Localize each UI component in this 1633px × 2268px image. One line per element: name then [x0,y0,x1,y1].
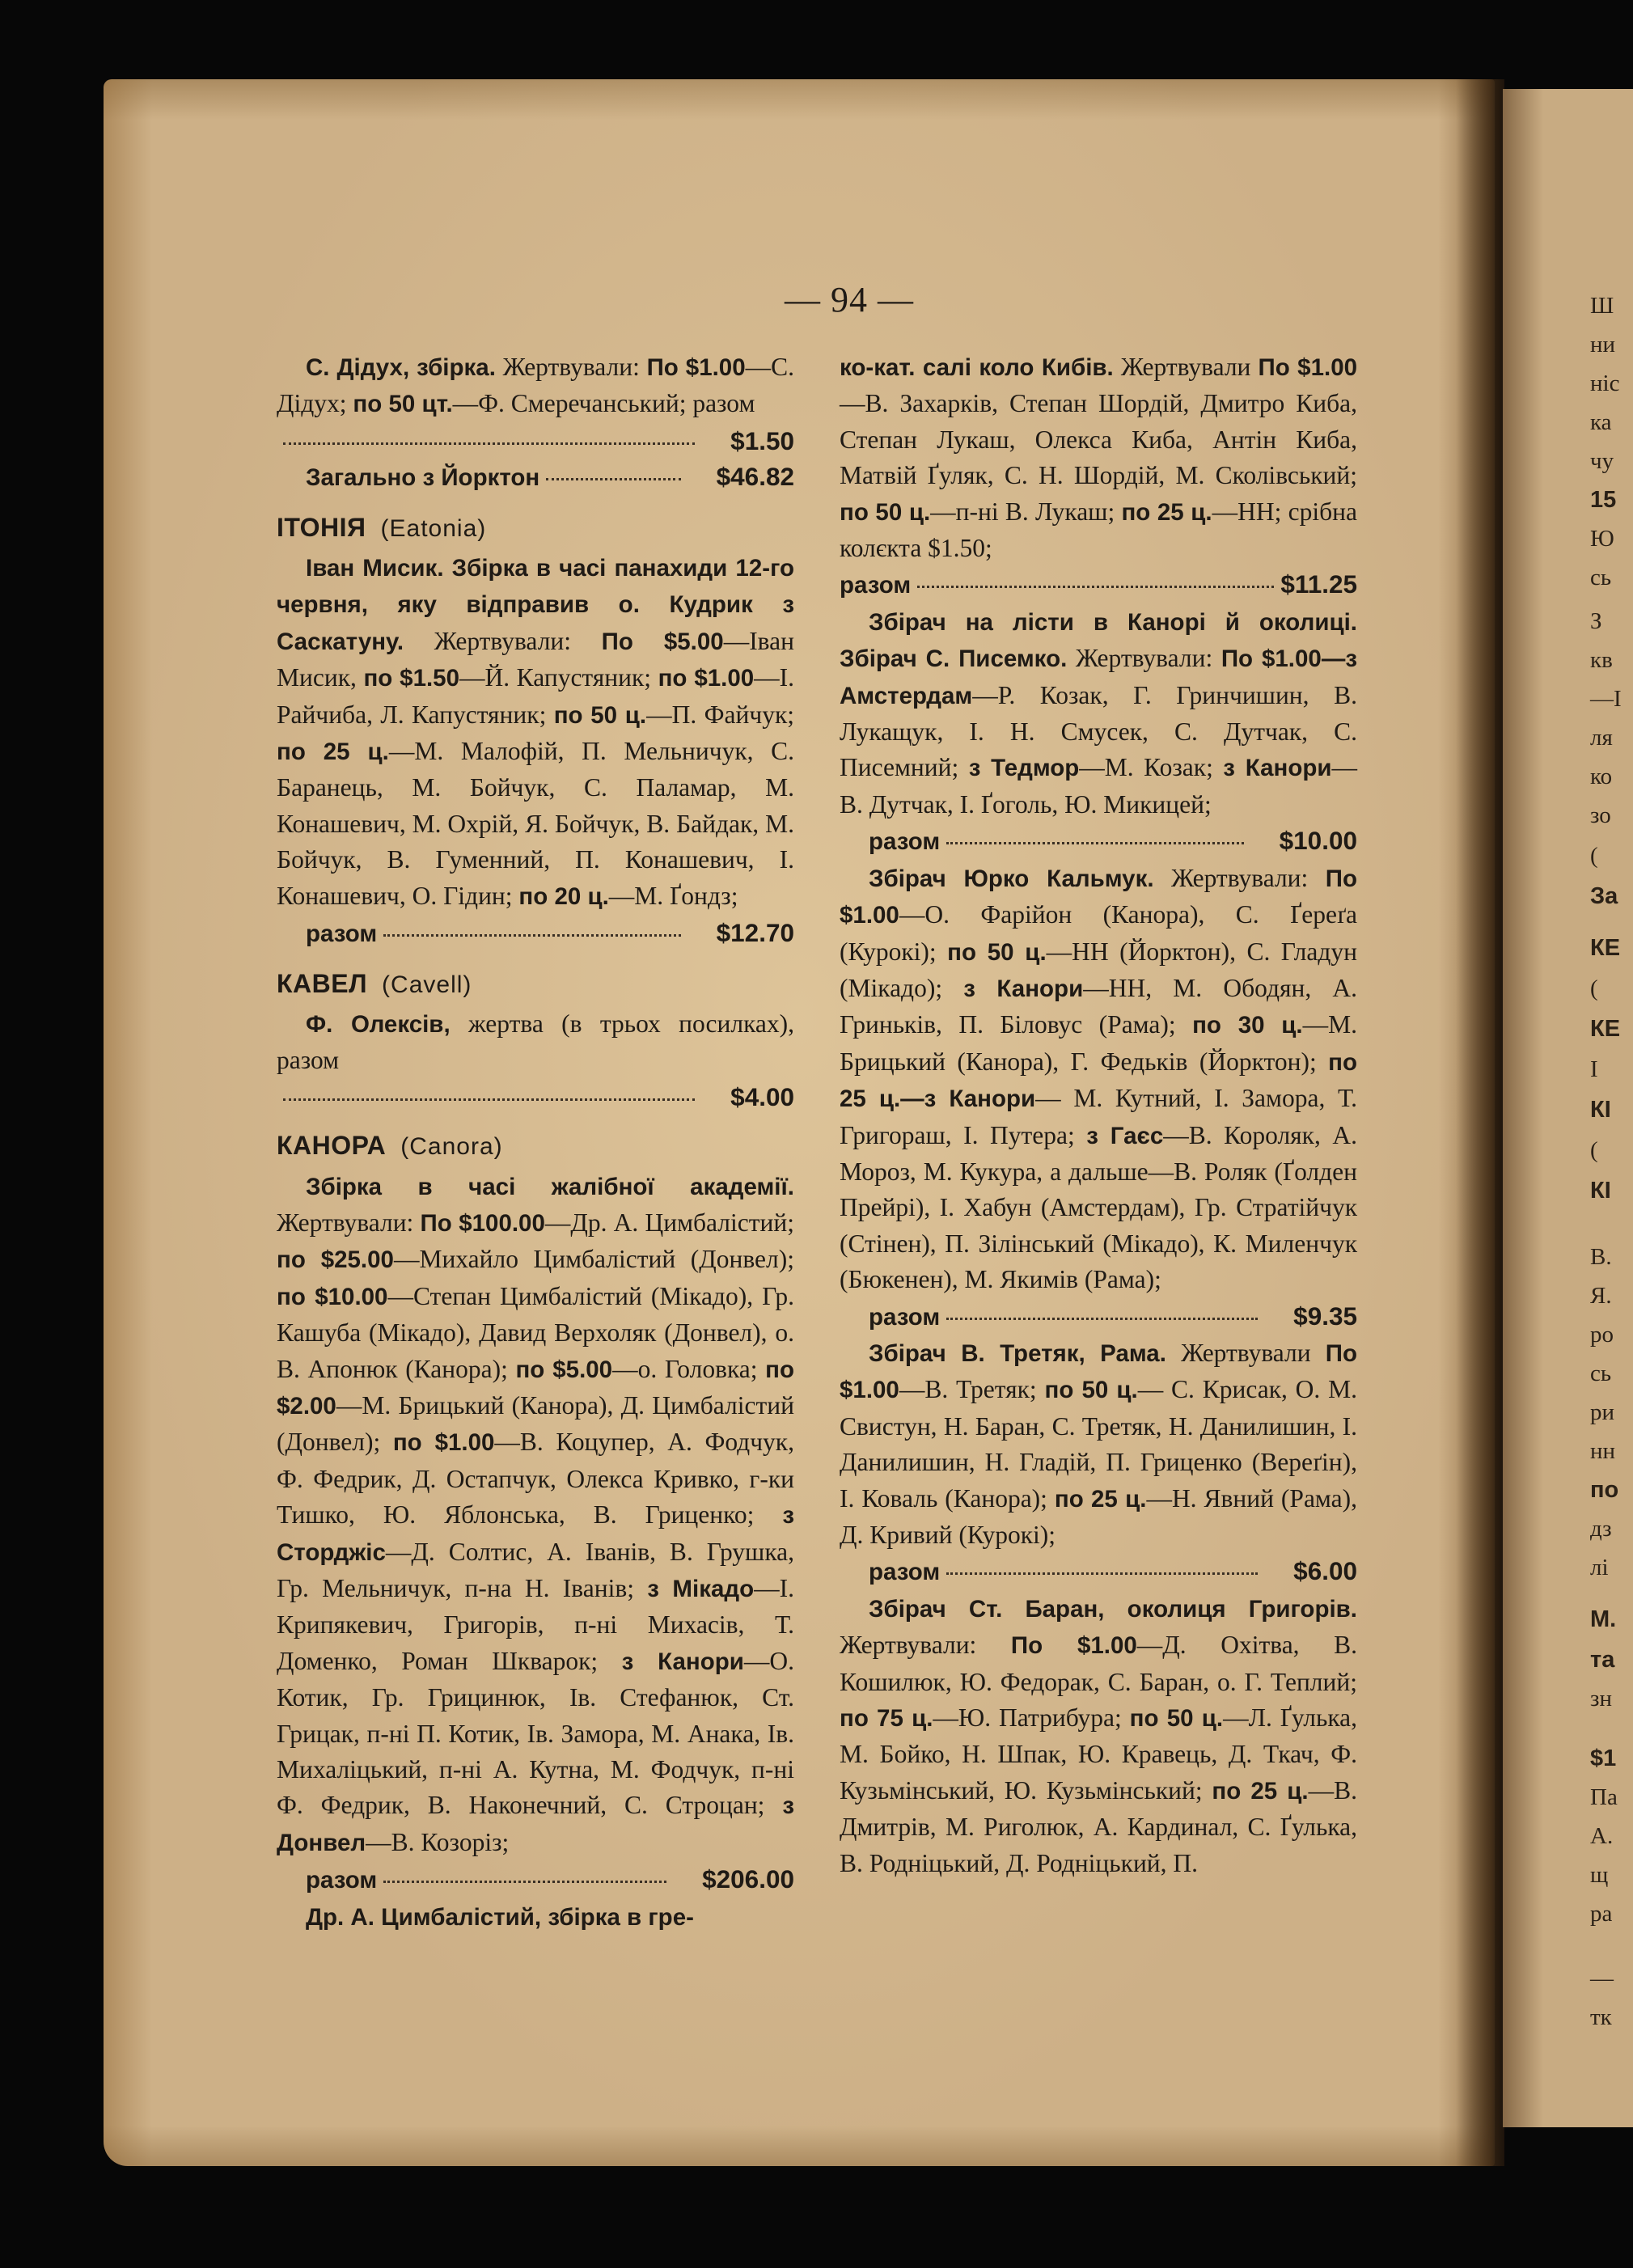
fragment: ро [1590,1322,1614,1348]
fragment: КІ [1590,1178,1611,1204]
entry-total: $4.00 [277,1079,794,1115]
left-column [277,349,794,1936]
fragment: чу [1590,448,1614,474]
fragment: по [1590,1477,1619,1503]
entry-total: разом $11.25 [840,569,1357,599]
entry-total: разом $206.00 [306,1864,794,1894]
entry-total: разом $6.00 [869,1556,1357,1586]
fragment: зо [1590,802,1611,828]
fragment: лі [1590,1555,1609,1580]
section-heading-eatonia: ІТОНІЯ (Eatonia) [277,512,487,542]
fragment: сь [1590,1360,1612,1386]
fragment: щ [1590,1862,1609,1888]
fragment: ля [1590,725,1613,751]
fragment: $1 [1590,1745,1617,1771]
fragment: дз [1590,1516,1612,1542]
entry-oleksiv: Ф. Олексів, жертва (в трьох посилках), разом $4.00 [277,1006,794,1115]
fragment: Па [1590,1784,1618,1810]
fragment: тк [1590,2004,1612,2030]
fragment: В. [1590,1244,1612,1270]
fragment: КІ [1590,1097,1611,1123]
fragment: ( [1590,1137,1598,1163]
fragment: ра [1590,1901,1613,1927]
fragment: ри [1590,1399,1615,1425]
fragment: ни [1590,332,1616,358]
entry-tsymbalistyi-start: Др. А. Цимбалістий, збірка в гре- [306,1903,694,1931]
entry-total: разом $12.70 [306,918,794,948]
fragment: А. [1590,1823,1614,1849]
entry-mysyk: Іван Мисик. Збірка в часі панахиди 12-го червня, яку відправив о. Кудрик з Саскатуну. Жертвували: По $5.00—Іван Мисик, по $1.50—Й. Капустяник; по $1.00—І. Райчиба, Л. Капустяник; по 50 ц.—П. Файчук; по 25 ц.—М. Малофій, П. Мельничук, С. Баранець, М. Бойчук, С. Паламар, М. Конашевич, М. Охрій, Я. Бойчук, В. Байдак, М. Бойчук, В. Гуменний, П. Конашевич, І. Конашевич, О. Гідин; по 20 ц.—М. Ґондз; разом $12.70 [277,550,794,952]
fragment: ко [1590,764,1613,789]
fragment: КЕ [1590,935,1621,961]
fragment: ( [1590,843,1598,869]
fragment: М. [1590,1606,1617,1632]
right-column [840,349,1357,1881]
entry-total: разом $10.00 [869,826,1357,856]
entry-pysemko: Збірач на лісти в Канорі й околиці. Збірач С. Писемко. Жертвували: По $1.00—з Амстердам—Р. Козак, Г. Гринчишин, В. Лукащук, І. Н. Смусек, С. Дутчак, С. Писемний; з Тедмор—М. Козак; з Канори— В. Дутчак, І. Ґоголь, Ю. Микицей; разом $10.00 [840,604,1357,861]
fragment: За [1590,883,1618,909]
fragment: Я. [1590,1283,1612,1309]
yorkton-grand-total: Загально з Йорктон $46.82 [306,462,794,492]
fragment: та [1590,1647,1615,1673]
fragment: —І [1590,686,1622,712]
entry-academy-collection: Збірка в часі жалібної академії. Жертвували: По $100.00—Др. А. Цимбалістий; по $25.00—Михайло Цимбалістий (Донвел); по $10.00—Степан Цимбалістий (Мікадо), Гр. Кашуба (Мікадо), Давид Верхоляк (Донвел), о. В. Апонюк (Канора); по $5.00—о. Головка; по $2.00—М. Брицький (Канора), Д. Цимбалістий (Донвел); по $1.00—В. Коцупер, А. Фодчук, Ф. Федрик, Д. Остапчук, Олекса Кривко, г-ки Тишко, Ю. Яблонська, В. Гриценко; з Сторджіс—Д. Солтис, А. Іванів, В. Грушка, Гр. Мельничук, п-на Н. Іванів; з Мікадо—І. Крипякевич, Григорів, п-ні Михасів, Т. Доменко, Роман Шкварок; з Канори—О. Котик, Гр. Грицинюк, Ів. Стефанюк, Ст. Грицак, п-ні П. Котик, Ів. Замора, М. Анака, Ів. Михаліцький, п-ні А. Кутна, М. Фодчук, п-ні Ф. Федрик, В. Наконечний, С. Строцан; з Донвел—В. Козоріз; разом $206.00 [277,1169,794,1899]
fragment: — [1590,1965,1614,1991]
fragment: КЕ [1590,1016,1621,1042]
entry-kyby-hall: ко-кат. салі коло Кибів. Жертвували По $1.00—В. Захарків, Степан Шордій, Дмитро Киба, Степан Лукаш, Олекса Киба, Антін Киба, Матвій Ґуляк, С. Н. Шордій, М. Сколівський; по 50 ц.—п-ні В. Лукаш; по 25 ц.—НН; срібна колєкта $1.50; разом $11.25 [840,349,1357,604]
page-number: — 94 — [785,280,914,319]
entry-total: $1.50 [277,423,794,459]
fragment: З [1590,608,1602,634]
fragment: ніс [1590,370,1620,396]
fragment: І [1590,1056,1598,1082]
entry-total: разом $9.35 [869,1301,1357,1331]
section-heading-cavell: КАВЕЛ (Cavell) [277,968,472,998]
fragment: 15 [1590,487,1617,513]
fragment: Ш [1590,293,1614,319]
fragment: сь [1590,565,1612,590]
fragment: нн [1590,1438,1616,1464]
fragment: Ю [1590,526,1614,552]
entry-kalmuk: Збірач Юрко Кальмук. Жертвували: По $1.00—О. Фарійон (Канора), С. Ґереґа (Курокі); по 50 ц.—НН (Йорктон), С. Гладун (Мікадо); з Канори—НН, М. Ободян, А. Гриньків, П. Біловус (Рама); по 30 ц.—М. Брицький (Канора), Г. Федьків (Йорктон); по 25 ц.—з Канори— М. Кутний, І. Замора, Т. Григораш, І. Путера; з Гаєс—В. Короляк, А. Мороз, М. Кукура, а дальше—В. Роляк (Ґолден Прейрі), І. Хабун (Амстердам), Гр. Стратійчук (Стінен), П. Зілінський (Мікадо), К. Миленчук (Бюкенен), М. Якимів (Рама); разом $9.35 [840,861,1357,1335]
fragment: зн [1590,1686,1612,1712]
fragment: ка [1590,409,1612,435]
entry-baran: Збірач Ст. Баран, околиця Григорів. Жертвували: По $1.00—Д. Охітва, В. Кошилюк, Ю. Федорак, С. Баран, о. Г. Теплий; по 75 ц.—Ю. Патрибура; по 50 ц.—Л. Ґулька, М. Бойко, Н. Шпак, Ю. Кравець, Д. Ткач, Ф. Кузьмінський, Ю. Кузьмінський; по 25 ц.—В. Дмитрів, М. Риголюк, А. Кардинал, С. Ґулька, В. Родніцький, Д. Родніцький, П. [840,1595,1358,1877]
entry-tretiak: Збірач В. Третяк, Рама. Жертвували По $1.00—В. Третяк; по 50 ц.— С. Крисак, О. М. Свистун, Н. Баран, С. Третяк, Н. Данилишин, І. Данилишин, Н. Гладій, П. Гриценко (Вереґін), І. Коваль (Канора); по 25 ц.—Н. Явний (Рама), Д. Кривий (Курокі); разом $6.00 [840,1335,1357,1591]
section-heading-canora: КАНОРА (Canora) [277,1131,503,1161]
fragment: ( [1590,975,1598,1001]
entry-didukh: С. Дідух, збірка. Жертвували: По $1.00—С. Дідух; по 50 цт.—Ф. Смеречанський; разом $1.50 [277,349,794,459]
book-gutter [1456,79,1504,2166]
fragment: кв [1590,647,1613,673]
